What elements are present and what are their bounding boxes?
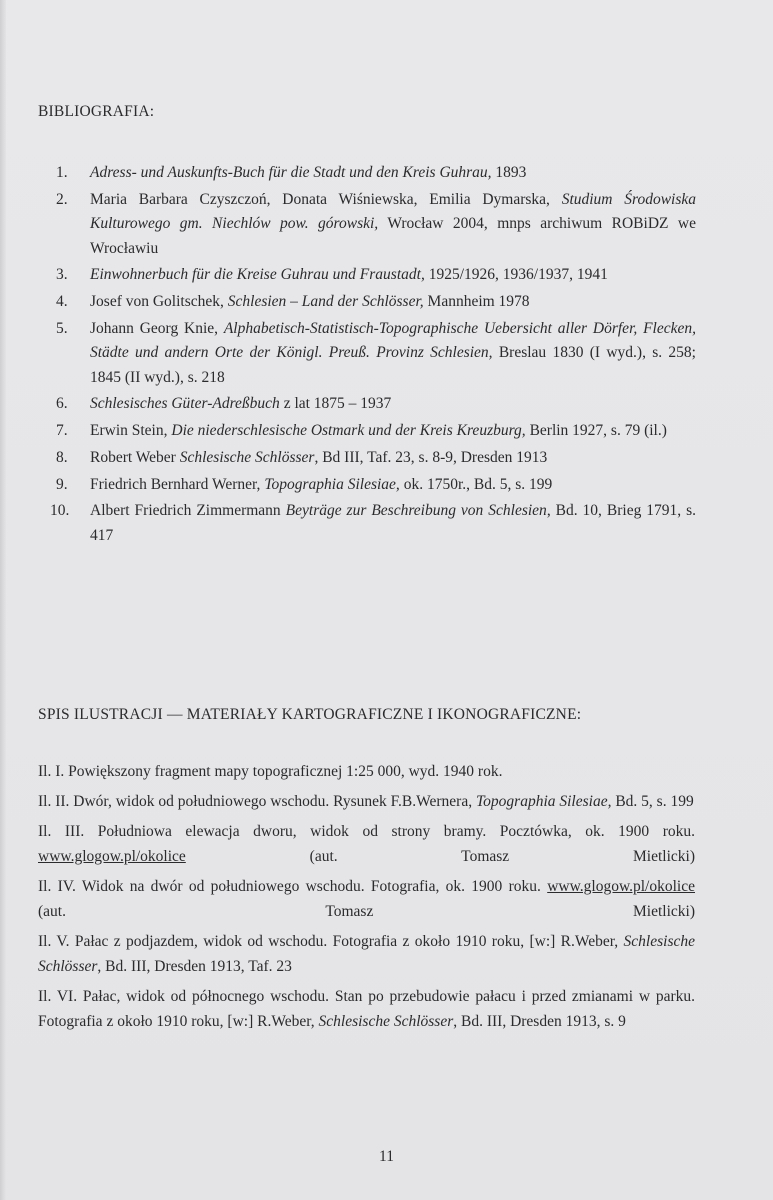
item-author: Johann Georg Knie, bbox=[90, 319, 224, 337]
illustrations-heading: SPIS ILUSTRACJI — MATERIAŁY KARTOGRAFICZNE I IKONOGRAFICZNE: bbox=[38, 706, 582, 723]
bibliography-item bbox=[56, 188, 696, 262]
item-title: Topographia Silesiae, bbox=[264, 475, 400, 493]
illustration-caption: Il. II. Dwór, widok od południowego wschodu. Rysunek F.B.Wernera, bbox=[38, 793, 476, 810]
bibliography-item bbox=[56, 263, 696, 288]
bibliography-item bbox=[50, 499, 697, 548]
illustration-caption: Il. VI. Pałac, widok od północnego wschodu. Stan po przebudowie pałacu i przed zmianami w parku. Fotografia z około 1910 roku, [w:] R.Weber, bbox=[38, 988, 695, 1030]
item-title: Adress- und Auskunfts-Buch für die Stadt und den Kreis Guhrau, bbox=[90, 164, 492, 181]
illustration-entry bbox=[38, 984, 695, 1034]
illustration-entry bbox=[38, 759, 695, 784]
bibliography-heading: BIBLIOGRAFIA: bbox=[38, 103, 155, 120]
illustration-author: (aut. Tomasz Mietlicki) bbox=[38, 903, 695, 920]
item-details: , Bd. 10, Brieg 1791, s. 417 bbox=[90, 502, 697, 544]
item-title: Einwohnerbuch für die Kreise Guhrau und Fraustadt, bbox=[90, 266, 425, 284]
item-number: 9. bbox=[56, 475, 68, 493]
illustration-source-title: Schlesische Schlösser bbox=[38, 933, 695, 975]
illustration-author: (aut. Tomasz Mietlicki) bbox=[185, 848, 695, 865]
item-details: Breslau 1830 (I wyd.), s. 258; 1845 (II wyd.), s. 218 bbox=[90, 344, 696, 386]
page-number: 11 bbox=[379, 1148, 394, 1165]
item-details: Berlin 1927, s. 79 (il.) bbox=[525, 422, 667, 440]
bibliography-item bbox=[56, 290, 696, 315]
illustration-caption: Il. III. Południowa elewacja dworu, widok od strony bramy. Pocztówka, ok. 1900 roku. bbox=[38, 823, 695, 840]
illustration-caption: Il. V. Pałac z podjazdem, widok od wschodu. Fotografia z około 1910 roku, [w:] R.Weber, bbox=[38, 933, 624, 950]
item-details: Mannheim 1978 bbox=[423, 293, 530, 311]
illustration-caption: Il. IV. Widok na dwór od południowego wschodu. Fotografia, ok. 1900 roku. bbox=[38, 878, 548, 895]
item-title: Beyträge zur Beschreibung von Schlesien bbox=[285, 502, 547, 520]
illustration-entry bbox=[38, 874, 695, 924]
item-number: 1. bbox=[56, 164, 68, 181]
item-author: Robert Weber bbox=[90, 448, 180, 466]
illustrations-list bbox=[38, 759, 695, 1039]
item-title: Alphabetisch-Statistisch-Topographische Uebersicht aller Dörfer, Flecken, Städte und andern Orte der Königl. Preuß. Provinz Schlesien, bbox=[90, 319, 696, 362]
item-details: ok. 1750r., Bd. 5, s. 199 bbox=[399, 475, 553, 493]
item-title: Studium Środowiska Kulturowego gm. Niechlów pow. górowski, bbox=[90, 190, 697, 233]
item-number: 4. bbox=[56, 293, 68, 311]
illustration-source-details: , Bd. III, Dresden 1913, s. 9 bbox=[453, 1013, 626, 1030]
illustration-entry bbox=[38, 929, 695, 979]
item-title: Schlesien – Land der Schlösser, bbox=[227, 293, 424, 311]
bibliography-item bbox=[56, 392, 696, 417]
item-number: 7. bbox=[56, 422, 68, 440]
item-details: z lat 1875 – 1937 bbox=[279, 395, 392, 413]
illustration-entry bbox=[38, 819, 695, 869]
illustration-entry bbox=[38, 789, 695, 814]
bibliography-item bbox=[56, 317, 696, 391]
item-details: , Bd III, Taf. 23, s. 8-9, Dresden 1913 bbox=[314, 448, 548, 466]
item-author: Albert Friedrich Zimmermann bbox=[90, 502, 286, 520]
item-title: Schlesische Schlösser bbox=[179, 448, 315, 466]
item-number: 3. bbox=[56, 266, 68, 284]
bibliography-item bbox=[56, 419, 696, 444]
item-details: Wrocław 2004, mnps archiwum ROBiDZ we Wrocławiu bbox=[90, 215, 696, 257]
illustration-caption: Il. I. Powiększony fragment mapy topograficznej 1:25 000, wyd. 1940 rok. bbox=[38, 763, 503, 780]
item-number: 6. bbox=[56, 395, 68, 413]
source-link[interactable]: www.glogow.pl/okolice bbox=[38, 848, 186, 865]
item-author: Josef von Golitschek, bbox=[90, 293, 228, 311]
item-details: 1893 bbox=[491, 164, 527, 181]
illustration-source-title: Schlesische Schlösser bbox=[318, 1013, 454, 1030]
bibliography-list bbox=[50, 161, 697, 550]
item-author: Erwin Stein, bbox=[90, 422, 172, 440]
bibliography-item bbox=[56, 473, 696, 498]
item-number: 8. bbox=[56, 448, 68, 466]
item-author: Maria Barbara Czyszczoń, Donata Wiśniewska, Emilia Dymarska, bbox=[90, 190, 562, 208]
page-edge-shadow bbox=[0, 0, 6, 1200]
illustration-source-title: Topographia Silesiae, bbox=[475, 793, 612, 810]
item-title: Die niederschlesische Ostmark und der Kreis Kreuzburg, bbox=[171, 422, 526, 440]
item-details: 1925/1926, 1936/1937, 1941 bbox=[424, 266, 608, 284]
source-link[interactable]: www.glogow.pl/okolice bbox=[547, 878, 695, 895]
item-author: Friedrich Bernhard Werner, bbox=[90, 475, 265, 493]
bibliography-item bbox=[56, 446, 696, 471]
item-number: 5. bbox=[56, 319, 68, 337]
illustration-source-details: Bd. 5, s. 199 bbox=[611, 793, 694, 810]
item-number: 2. bbox=[56, 190, 68, 208]
bibliography-item bbox=[56, 161, 696, 186]
illustration-source-details: , Bd. III, Dresden 1913, Taf. 23 bbox=[97, 958, 292, 975]
item-number: 10. bbox=[50, 502, 70, 520]
item-title: Schlesisches Güter-Adreßbuch bbox=[90, 395, 280, 413]
